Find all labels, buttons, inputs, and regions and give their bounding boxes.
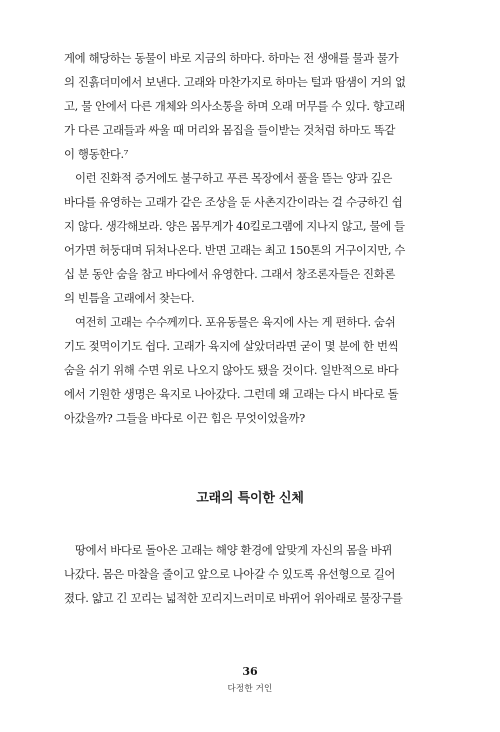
page-number: 36: [242, 665, 258, 678]
text-line: 숨을 쉬기 위해 수면 위로 나오지 않아도 됐을 것이다. 일반적으로 바다: [64, 363, 399, 377]
paragraph-first-line: 여전히 고래는 수수께끼다. 포유동물은 육지에 사는 게 편하다. 숨쉬: [75, 315, 396, 329]
text-line: 졌다. 얇고 긴 꼬리는 넓적한 꼬리지느러미로 바뀌어 위아래로 물장구를: [64, 591, 403, 605]
body-text-top: [64, 46, 436, 430]
text-line: 의 빈틈을 고래에서 찾는다.: [64, 291, 195, 305]
text-line: 고, 물 안에서 다른 개체와 의사소통을 하며 오래 머무를 수 있다. 향고래: [64, 99, 405, 113]
text-line: 바다를 유영하는 고래가 같은 조상을 둔 사촌지간이라는 걸 수긍하긴 쉽: [64, 195, 403, 209]
body-text-bottom: [64, 538, 436, 610]
section-heading: 고래의 특이한 신체: [196, 491, 304, 506]
paragraph-first-line: 땅에서 바다로 돌아온 고래는 해양 환경에 알맞게 자신의 몸을 바뀌: [75, 543, 393, 557]
text-line: 십 분 동안 숨을 참고 바다에서 유영한다. 그래서 창조론자들은 진화론: [64, 267, 396, 281]
text-line: 나갔다. 몸은 마찰을 줄이고 앞으로 나아갈 수 있도록 유선형으로 길어: [64, 567, 396, 581]
text-line: 에서 기원한 생명은 육지로 나아갔다. 그런데 왜 고래는 다시 바다로 돌: [64, 387, 399, 401]
text-line: 가 다른 고래들과 싸울 때 머리와 몸집을 들이받는 것처럼 하마도 똑같: [64, 123, 396, 137]
text-line: 게에 해당하는 동물이 바로 지금의 하마다. 하마는 전 생애를 물과 물가: [64, 51, 399, 65]
text-line: 이 행동한다.⁷: [64, 147, 129, 161]
text-line: 지 않다. 생각해보라. 양은 몸무게가 40킬로그램에 지나지 않고, 물에 들: [64, 219, 405, 233]
text-line: 아갔을까? 그들을 바다로 이끈 힘은 무엇이었을까?: [64, 411, 305, 425]
paragraph-first-line: 이런 진화적 증거에도 불구하고 푸른 목장에서 풀을 뜯는 양과 깊은: [75, 171, 393, 185]
text-line: 의 진흙더미에서 보낸다. 고래와 마찬가지로 하마는 털과 땀샘이 거의 없: [64, 75, 406, 89]
text-line: 어가면 허둥대며 뒤쳐나온다. 반면 고래는 최고 150톤의 거구이지만, 수: [64, 243, 406, 257]
text-line: 기도 젖먹이기도 쉽다. 고래가 육지에 살았더라면 굳이 몇 분에 한 번씩: [64, 339, 399, 353]
running-footer: 다정한 거인: [227, 684, 273, 694]
